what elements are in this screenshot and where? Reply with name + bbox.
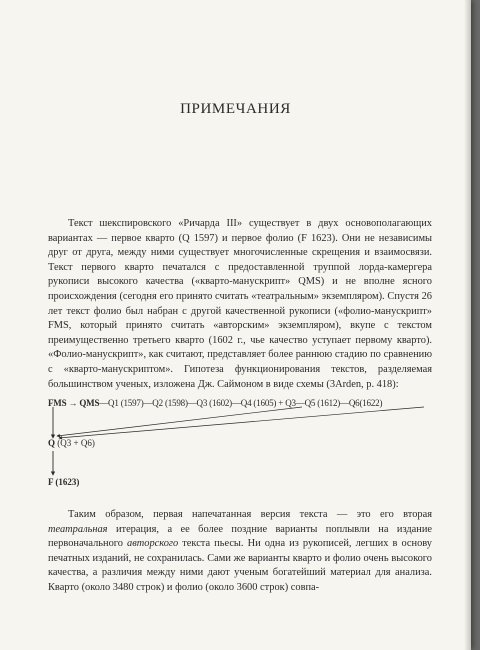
page-spine-shadow <box>464 0 471 650</box>
node-q: Q <box>48 438 56 448</box>
page-heading: ПРИМЕЧАНИЯ <box>180 101 291 117</box>
node-q-note: (Q3 + Q6) <box>57 438 95 448</box>
paragraph2-part-c: текста пьесы. Ни одна из рукописей, легших в основу печатных изданий, не сохранилась. Сами же варианты кварто и фолио очень высокого качества, а различия между ними дают ученым богатейший материал для анализа. Кварто (около 3480 строк) и фолио (около 3600 строк) совпа- <box>48 538 433 593</box>
paragraph2-italic-theatrical: театральная <box>48 523 108 535</box>
paragraph2-italic-authorial: авторского <box>127 538 179 550</box>
diagram-arrows <box>48 398 432 494</box>
paragraph2-part-b: итерация, а ее более поздние варианты поплывли на издание первоначального <box>48 523 432 550</box>
node-qms: QMS <box>79 398 100 408</box>
node-arrow: → <box>68 398 78 408</box>
paragraph-conclusion <box>48 508 432 596</box>
quarto-chain: —Q1 (1597)—Q2 (1598)—Q3 (1602)—Q4 (1605) + Q3—Q5 (1612)—Q6(1622) <box>99 398 383 408</box>
node-fms: FMS <box>48 398 67 408</box>
arrow-q6-to-q <box>59 407 424 438</box>
node-f-row <box>48 477 79 487</box>
paragraph2-part-a: Таким образом, первая напечатанная версия текста — это его вторая <box>68 509 432 520</box>
arrow-q3-to-q <box>57 407 302 436</box>
node-q-row <box>48 438 95 448</box>
paragraph-intro: Текст шекспировского «Ричарда III» существует в двух основополагающих вариантах — первое кварто (Q 1597) и первое фолио (F 1623). Они не независимы друг от друга, между ними существует многочисленные скрещения и взаимосвязи. Текст первого кварто печатался с предоставленной труппой лорда-камергера рукописи высокого качества («кварто-манускрипт» QMS) и не вполне ясного происхождения (сегодня его принято считать «театральным» экземпляром). Спустя 26 лет текст фолио был набран с другой качественной рукописи («фолио-манускрипт» FMS, который принято считать «авторским» экземпляром), вкупе с текстом преимущественно третьего кварто (1602 г., чье качество уступает первому кварто). «Фолио-манускрипт», как считают, представляет более раннюю стадию по сравнению с «кварто-манускриптом». Гипотеза функционирования текстов, разделяемая большинством ученых, изложена Дж. Саймоном в виде схемы (3Arden, p. 418): <box>48 218 432 390</box>
node-f: F (1623) <box>48 477 80 487</box>
diagram-chain-row <box>48 398 382 408</box>
text-transmission-diagram <box>48 398 432 494</box>
